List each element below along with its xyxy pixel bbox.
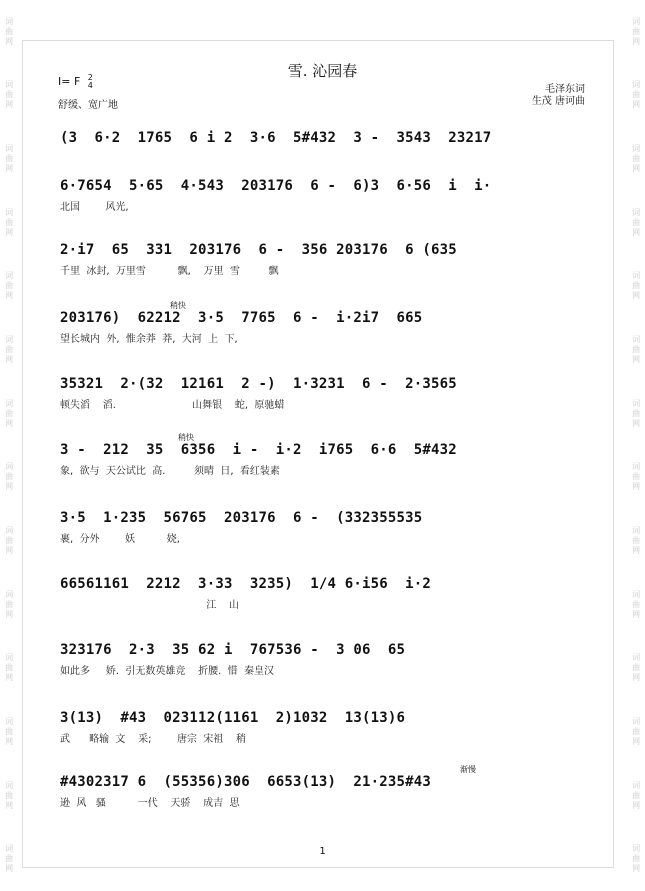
lyric-line: 裹, 分外 妖 娆,: [60, 534, 180, 545]
lyric-line: 逊 风 骚 一代 天骄 成吉 思: [60, 798, 240, 809]
notation-line: 3·5 1·235 56765 203176 6 - (332355535: [60, 510, 423, 526]
time-signature-top: 2: [87, 73, 93, 82]
score-row-11: [60, 765, 580, 810]
notation-line: 2·i7 65 331 203176 6 - 356 203176 6 (635: [60, 242, 457, 258]
time-signature-bottom: 4: [87, 81, 93, 90]
lyric-line: 望长城内 外, 惟余莽 莽, 大河 上 下,: [60, 334, 238, 345]
song-title: 雪. 沁园春: [287, 62, 358, 80]
tempo-marking: 舒缓、宽广地: [58, 100, 118, 111]
lyric-line: [60, 154, 580, 166]
notation-line: #4302317 6 (55356)306 6653(13) 21·235#43: [60, 774, 432, 790]
lyric-line: 武 略输 文 采; 唐宗 宋祖 稍: [60, 734, 247, 745]
lyricist: 毛泽东词: [545, 84, 585, 95]
tempo-mark: 渐慢: [460, 765, 476, 774]
notation-line: 66561161 2212 3·33 3235) 1/4 6·i56 i·2: [60, 576, 432, 592]
tempo-mark: 稍快: [170, 301, 186, 310]
notation-line: (3 6·2 1765 6 i 2 3·6 5#432 3 - 3543 23217: [60, 130, 492, 146]
score-row-4: [60, 301, 580, 346]
key-signature: [58, 74, 93, 90]
score-row-8: [60, 576, 580, 612]
lyric-line: 如此多 娇. 引无数英雄竞 折腰. 惜 秦皇汉: [60, 666, 275, 677]
lyric-line: 千里 冰封, 万里雪 飘, 万里 雪 飘: [60, 266, 279, 277]
score-row-5: [60, 376, 580, 412]
notation-line: 6·7654 5·65 4·543 203176 6 - 6)3 6·56 i i·: [60, 178, 492, 194]
watermark-left: 词曲网 词曲网 词曲网 词曲网 词曲网 词曲网 词曲网 词曲网 词曲网 词曲网 词曲网 词曲网 词曲网 词曲网: [4, 16, 14, 875]
composer: 生茂 唐诃曲: [531, 96, 585, 107]
score-row-6: [60, 433, 580, 478]
lyric-line: 北国 风光,: [60, 202, 129, 213]
lyric-line: 象, 欲与 天公试比 高. 须晴 日, 看红装素: [60, 466, 280, 477]
score-row-3: [60, 242, 580, 278]
page-number: 1: [319, 846, 326, 857]
notation-line: 3(13) #43 023112(1161 2)1032 13(13)6: [60, 710, 406, 726]
credits: [532, 84, 585, 108]
score-row-1: [60, 130, 580, 166]
time-signature: [88, 74, 93, 90]
notation-line: 323176 2·3 35 62 i 767536 - 3 06 65: [60, 642, 406, 658]
lyric-line: 江 山: [60, 600, 239, 611]
lyric-line: 顿失滔 滔. 山舞银 蛇, 原驰蜡: [60, 400, 285, 411]
notation-line: 35321 2·(32 12161 2 -) 1·3231 6 - 2·3565: [60, 376, 457, 392]
tempo-mark: 稍快: [178, 433, 194, 442]
notation-line: 3 - 212 35 6356 i - i·2 i765 6·6 5#432: [60, 442, 457, 458]
key-label: I= F: [58, 75, 81, 88]
score-row-7: [60, 510, 580, 546]
score-row-2: [60, 178, 580, 214]
notation-line: 203176) 62212 3·5 7765 6 - i·2i7 665: [60, 310, 423, 326]
score-row-9: [60, 642, 580, 678]
watermark-right: 词曲网 词曲网 词曲网 词曲网 词曲网 词曲网 词曲网 词曲网 词曲网 词曲网 词曲网 词曲网 词曲网 词曲网: [631, 16, 641, 875]
score-row-10: [60, 710, 580, 746]
